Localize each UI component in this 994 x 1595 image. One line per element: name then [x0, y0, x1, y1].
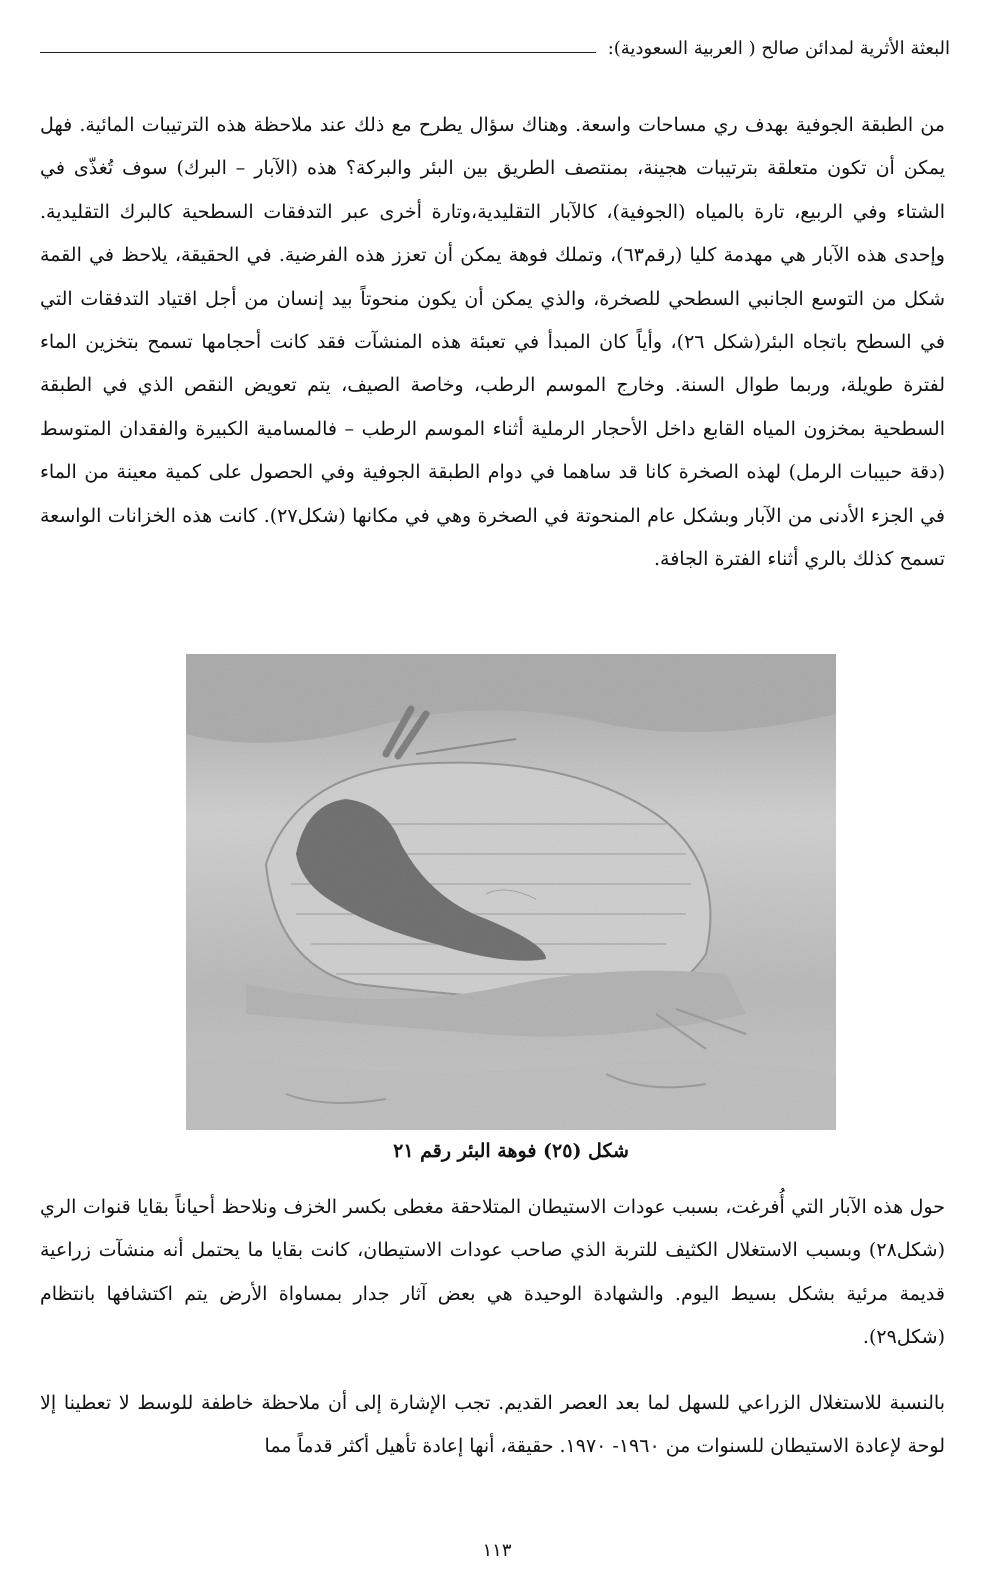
paragraph-1: من الطبقة الجوفية بهدف ري مساحات واسعة. وهناك سؤال يطرح مع ذلك عند ملاحظة هذه الترتيبات المائية. فهل يمكن أن تكون متعلقة بترتيبات هجينة، بمنتصف الطريق بين البئر والبركة؟ هذه (الآبار – البرك) سوف تُغذّى في الشتاء وفي الربيع، تارة بالمياه (الجوفية)، كالآبار التقليدية،وتارة أخرى عبر التدفقات السطحية كالبرك التقليدية. وإحدى هذه الآبار هي مهدمة كليا (رقم٦٣)، وتملك فوهة يمكن أن تعزز هذه الفرضية. في الحقيقة، يلاحظ في القمة شكل من التوسع الجانبي السطحي للصخرة، والذي يمكن أن يكون منحوتاً بيد إنسان من أجل اقتياد التدفقات التي في السطح باتجاه البئر(شكل ٢٦)، وأياً كان المبدأ في تعبئة هذه المنشآت فقد كانت أحجامها تسمح بتخزين الماء لفترة طويلة، وربما طوال السنة. وخارج الموسم الرطب، وخاصة الصيف، يتم تعويض النقص الذي في الطبقة السطحية بمخزون المياه القابع داخل الأحجار الرملية أثناء الموسم الرطب – فالمسامية الكبيرة والفقدان المتوسط (دقة حبيبات الرمل) لهذه الصخرة كانا قد ساهما في دوام الطبقة الجوفية وفي الحصول على كمية معينة من الماء في الجزء الأدنى من الآبار وبشكل عام المنحوتة في الصخرة وهي في مكانها (شكل٢٧). كانت هذه الخزانات الواسعة تسمح كذلك بالري أثناء الفترة الجافة.	[40, 114, 945, 571]
paragraph-3: بالنسبة للاستغلال الزراعي للسهل لما بعد العصر القديم. تجب الإشارة إلى أن ملاحظة خاطفة للوسط لا تعطينا إلا لوحة لإعادة الاستيطان للسنوات من ١٩٦٠- ١٩٧٠. حقيقة، أنها إعادة تأهيل أكثر قدماً مما	[40, 1392, 945, 1458]
well-photo-illustration	[186, 654, 836, 1130]
well-mouth-photo	[186, 654, 836, 1130]
figure-caption: شكل (٢٥) فوهة البئر رقم ٢١	[393, 1140, 629, 1162]
paragraph-2: حول هذه الآبار التي أُفرغت، بسبب عودات الاستيطان المتلاحقة مغطى بكسر الخزف ونلاحظ أحياناً بقايا قنوات الري (شكل٢٨) وبسبب الاستغلال الكثيف للتربة الذي صاحب عودات الاستيطان، كانت بقايا ما يحتمل أنه منشآت زراعية قديمة مرئية بشكل بسيط اليوم. والشهادة الوحيدة هي بعض آثار جدار بمساواة الأرض يتم اكتشافها بانتظام (شكل٢٩).	[40, 1196, 945, 1349]
running-header	[40, 38, 950, 59]
page-number: ١١٣	[482, 1540, 512, 1561]
header-rule	[40, 52, 596, 53]
header-title: البعثة الأثرية لمدائن صالح ( العربية السعودية):	[607, 38, 950, 59]
